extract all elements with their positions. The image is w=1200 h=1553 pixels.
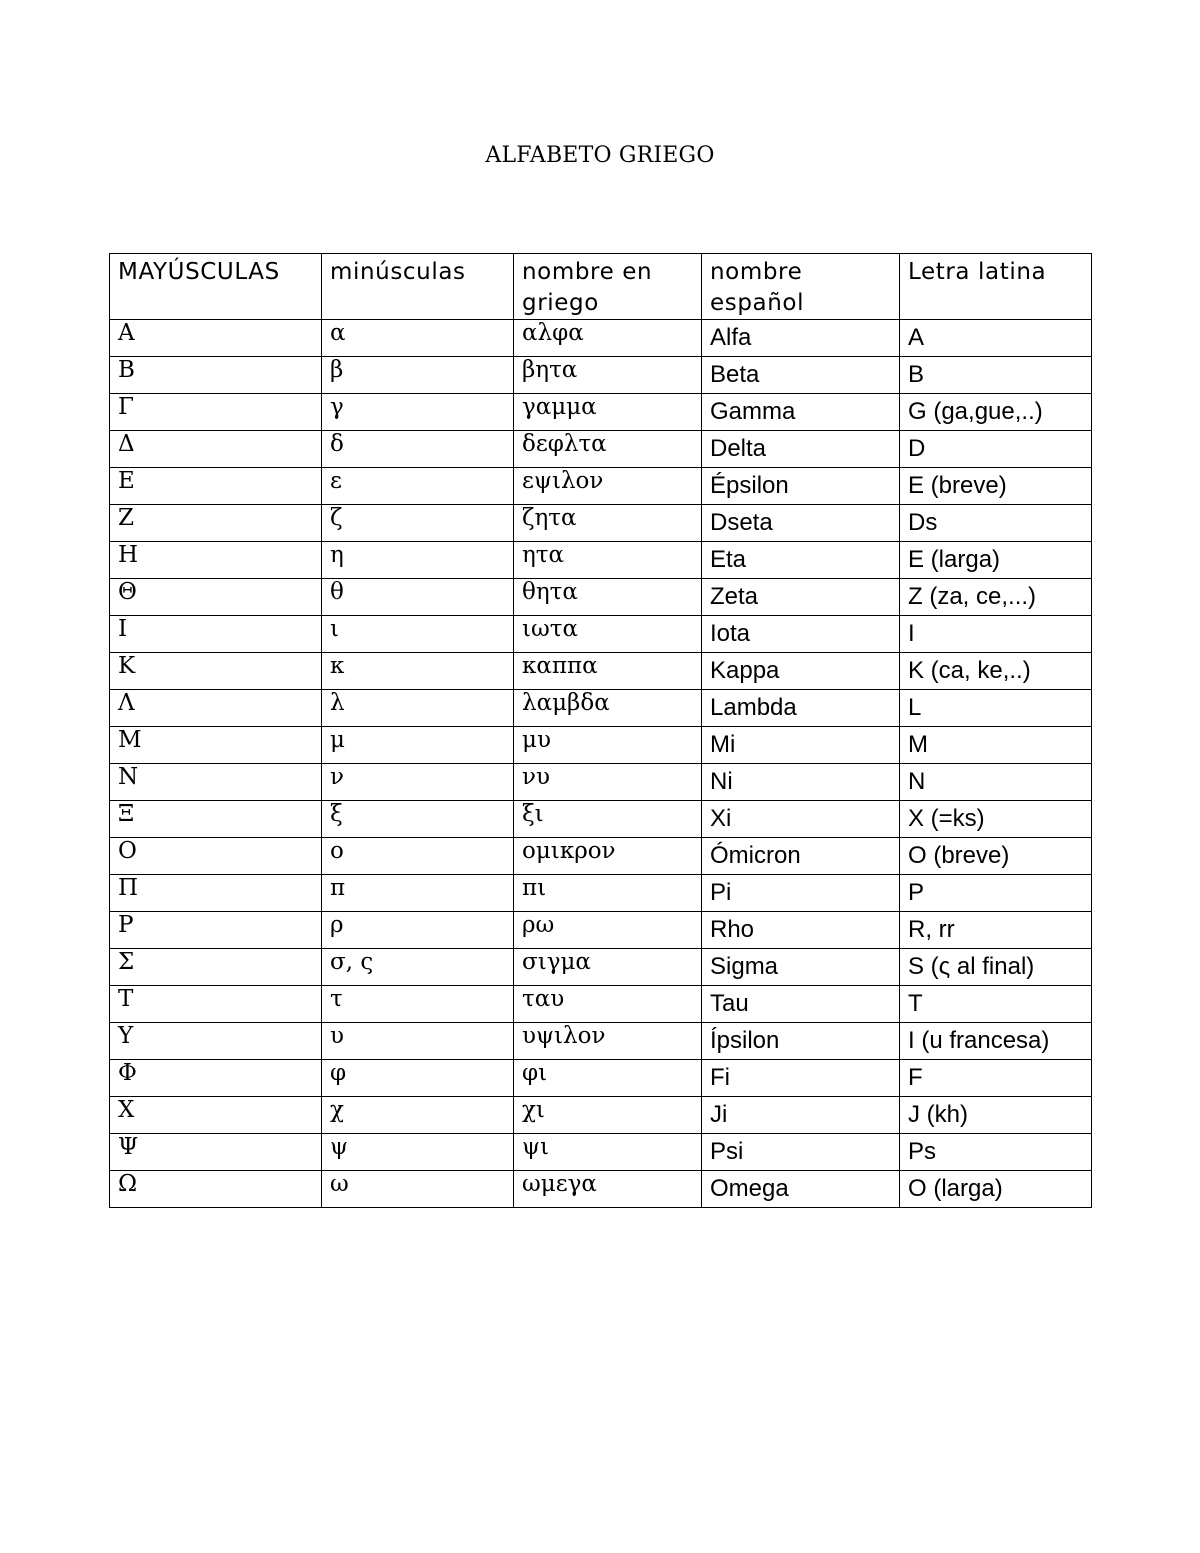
greek-name-cell: βητα — [514, 357, 702, 394]
latin-letter-cell: L — [900, 690, 1092, 727]
uppercase-cell: Ξ — [110, 801, 322, 838]
uppercase-cell: Α — [110, 320, 322, 357]
greek-name-cell: ρω — [514, 912, 702, 949]
uppercase-cell: Δ — [110, 431, 322, 468]
greek-name-cell: ξι — [514, 801, 702, 838]
lowercase-cell: ζ — [322, 505, 514, 542]
latin-letter-cell: O (larga) — [900, 1171, 1092, 1208]
lowercase-cell: υ — [322, 1023, 514, 1060]
uppercase-cell: Λ — [110, 690, 322, 727]
uppercase-cell: Β — [110, 357, 322, 394]
spanish-name-cell: Kappa — [702, 653, 900, 690]
lowercase-cell: χ — [322, 1097, 514, 1134]
greek-name-cell: καππα — [514, 653, 702, 690]
table-row — [110, 653, 1092, 690]
table-row — [110, 579, 1092, 616]
table-row — [110, 1023, 1092, 1060]
table-row — [110, 838, 1092, 875]
latin-letter-cell: B — [900, 357, 1092, 394]
lowercase-cell: ν — [322, 764, 514, 801]
uppercase-cell: Μ — [110, 727, 322, 764]
spanish-name-cell: Psi — [702, 1134, 900, 1171]
uppercase-cell: Υ — [110, 1023, 322, 1060]
uppercase-cell: Γ — [110, 394, 322, 431]
table-header-row — [110, 254, 1092, 320]
lowercase-cell: ψ — [322, 1134, 514, 1171]
spanish-name-cell: Iota — [702, 616, 900, 653]
lowercase-cell: δ — [322, 431, 514, 468]
table-row — [110, 1171, 1092, 1208]
latin-letter-cell: X (=ks) — [900, 801, 1092, 838]
greek-name-cell: αλφα — [514, 320, 702, 357]
lowercase-cell: μ — [322, 727, 514, 764]
greek-name-cell: λαμβδα — [514, 690, 702, 727]
table-row — [110, 1060, 1092, 1097]
table-row — [110, 616, 1092, 653]
greek-name-cell: δεφλτα — [514, 431, 702, 468]
table-row — [110, 801, 1092, 838]
header-mayusculas: MAYÚSCULAS — [110, 254, 322, 320]
spanish-name-cell: Sigma — [702, 949, 900, 986]
greek-name-cell: ψι — [514, 1134, 702, 1171]
spanish-name-cell: Pi — [702, 875, 900, 912]
latin-letter-cell: D — [900, 431, 1092, 468]
lowercase-cell: π — [322, 875, 514, 912]
latin-letter-cell: A — [900, 320, 1092, 357]
greek-name-cell: ητα — [514, 542, 702, 579]
spanish-name-cell: Omega — [702, 1171, 900, 1208]
table-row — [110, 505, 1092, 542]
lowercase-cell: γ — [322, 394, 514, 431]
greek-name-cell: ταυ — [514, 986, 702, 1023]
header-letra-latina: Letra latina — [900, 254, 1092, 320]
spanish-name-cell: Gamma — [702, 394, 900, 431]
lowercase-cell: ρ — [322, 912, 514, 949]
uppercase-cell: Π — [110, 875, 322, 912]
latin-letter-cell: K (ca, ke,..) — [900, 653, 1092, 690]
lowercase-cell: β — [322, 357, 514, 394]
spanish-name-cell: Mi — [702, 727, 900, 764]
spanish-name-cell: Ípsilon — [702, 1023, 900, 1060]
spanish-name-cell: Ni — [702, 764, 900, 801]
greek-alphabet-table — [109, 253, 1092, 1208]
latin-letter-cell: G (ga,gue,..) — [900, 394, 1092, 431]
lowercase-cell: θ — [322, 579, 514, 616]
greek-name-cell: γαμμα — [514, 394, 702, 431]
spanish-name-cell: Ómicron — [702, 838, 900, 875]
spanish-name-cell: Beta — [702, 357, 900, 394]
uppercase-cell: Ζ — [110, 505, 322, 542]
latin-letter-cell: Ds — [900, 505, 1092, 542]
uppercase-cell: Ε — [110, 468, 322, 505]
latin-letter-cell: T — [900, 986, 1092, 1023]
latin-letter-cell: E (breve) — [900, 468, 1092, 505]
greek-name-cell: μυ — [514, 727, 702, 764]
uppercase-cell: Φ — [110, 1060, 322, 1097]
lowercase-cell: η — [322, 542, 514, 579]
greek-name-cell: ομικρον — [514, 838, 702, 875]
spanish-name-cell: Alfa — [702, 320, 900, 357]
spanish-name-cell: Ji — [702, 1097, 900, 1134]
uppercase-cell: Κ — [110, 653, 322, 690]
table-row — [110, 357, 1092, 394]
greek-name-cell: φι — [514, 1060, 702, 1097]
table-row — [110, 320, 1092, 357]
latin-letter-cell: S (ς al final) — [900, 949, 1092, 986]
greek-name-cell: ωμεγα — [514, 1171, 702, 1208]
uppercase-cell: Ο — [110, 838, 322, 875]
table-row — [110, 431, 1092, 468]
uppercase-cell: Ψ — [110, 1134, 322, 1171]
uppercase-cell: Ν — [110, 764, 322, 801]
spanish-name-cell: Lambda — [702, 690, 900, 727]
header-nombre-espanol: nombre español — [702, 254, 900, 320]
spanish-name-cell: Dseta — [702, 505, 900, 542]
greek-name-cell: σιγμα — [514, 949, 702, 986]
uppercase-cell: Τ — [110, 986, 322, 1023]
latin-letter-cell: R, rr — [900, 912, 1092, 949]
page-title: ALFABETO GRIEGO — [485, 143, 715, 168]
lowercase-cell: ι — [322, 616, 514, 653]
table-row — [110, 949, 1092, 986]
spanish-name-cell: Zeta — [702, 579, 900, 616]
lowercase-cell: λ — [322, 690, 514, 727]
table-row — [110, 394, 1092, 431]
latin-letter-cell: E (larga) — [900, 542, 1092, 579]
greek-name-cell: θητα — [514, 579, 702, 616]
greek-name-cell: υψιλον — [514, 1023, 702, 1060]
latin-letter-cell: I (u francesa) — [900, 1023, 1092, 1060]
uppercase-cell: Ω — [110, 1171, 322, 1208]
spanish-name-cell: Épsilon — [702, 468, 900, 505]
lowercase-cell: ξ — [322, 801, 514, 838]
lowercase-cell: φ — [322, 1060, 514, 1097]
table-row — [110, 468, 1092, 505]
spanish-name-cell: Delta — [702, 431, 900, 468]
latin-letter-cell: P — [900, 875, 1092, 912]
latin-letter-cell: J (kh) — [900, 1097, 1092, 1134]
uppercase-cell: Χ — [110, 1097, 322, 1134]
greek-name-cell: νυ — [514, 764, 702, 801]
table-row — [110, 690, 1092, 727]
spanish-name-cell: Xi — [702, 801, 900, 838]
spanish-name-cell: Fi — [702, 1060, 900, 1097]
spanish-name-cell: Rho — [702, 912, 900, 949]
header-nombre-griego: nombre en griego — [514, 254, 702, 320]
uppercase-cell: Ρ — [110, 912, 322, 949]
latin-letter-cell: F — [900, 1060, 1092, 1097]
table-row — [110, 912, 1092, 949]
table-row — [110, 1097, 1092, 1134]
table-row — [110, 1134, 1092, 1171]
latin-letter-cell: Z (za, ce,...) — [900, 579, 1092, 616]
lowercase-cell: α — [322, 320, 514, 357]
spanish-name-cell: Tau — [702, 986, 900, 1023]
lowercase-cell: ε — [322, 468, 514, 505]
latin-letter-cell: M — [900, 727, 1092, 764]
latin-letter-cell: N — [900, 764, 1092, 801]
lowercase-cell: κ — [322, 653, 514, 690]
table-row — [110, 875, 1092, 912]
greek-name-cell: χι — [514, 1097, 702, 1134]
table-row — [110, 986, 1092, 1023]
greek-name-cell: εψιλον — [514, 468, 702, 505]
greek-name-cell: ζητα — [514, 505, 702, 542]
table-row — [110, 542, 1092, 579]
latin-letter-cell: I — [900, 616, 1092, 653]
table-row — [110, 727, 1092, 764]
uppercase-cell: Η — [110, 542, 322, 579]
lowercase-cell: ω — [322, 1171, 514, 1208]
table-row — [110, 764, 1092, 801]
greek-name-cell: πι — [514, 875, 702, 912]
greek-name-cell: ιωτα — [514, 616, 702, 653]
latin-letter-cell: Ps — [900, 1134, 1092, 1171]
lowercase-cell: τ — [322, 986, 514, 1023]
spanish-name-cell: Eta — [702, 542, 900, 579]
header-minusculas: minúsculas — [322, 254, 514, 320]
uppercase-cell: Θ — [110, 579, 322, 616]
uppercase-cell: Σ — [110, 949, 322, 986]
uppercase-cell: Ι — [110, 616, 322, 653]
lowercase-cell: σ, ς — [322, 949, 514, 986]
lowercase-cell: ο — [322, 838, 514, 875]
latin-letter-cell: O (breve) — [900, 838, 1092, 875]
